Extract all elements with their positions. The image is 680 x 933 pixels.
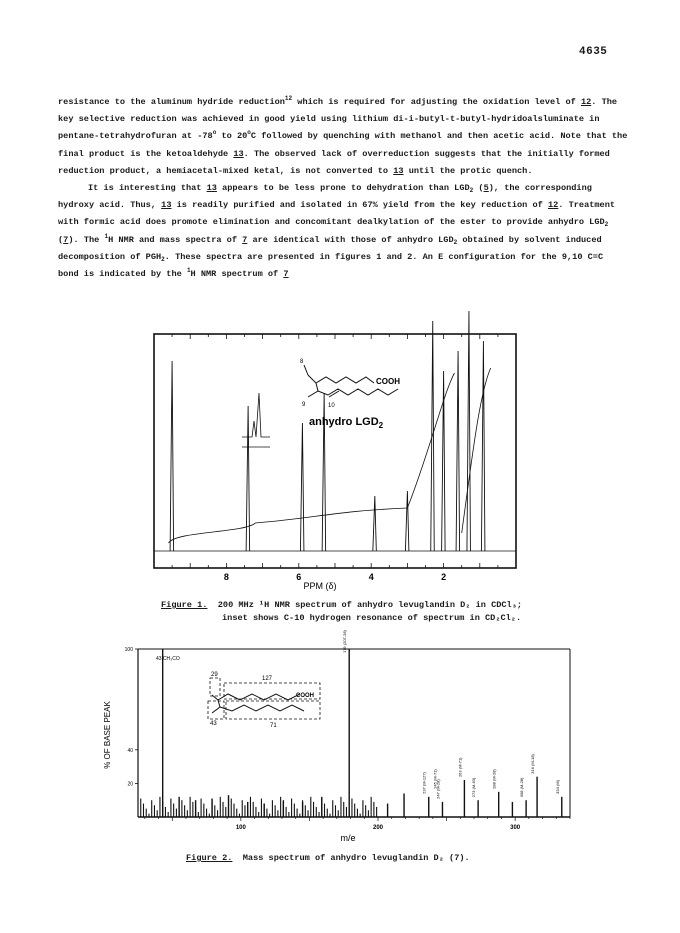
text-run: . The key selective reduction was achieved in good yield using lithium di-i-butyl-t-butyl-hydridoalsluminate in pentane-tetrahydrofuran at -78 (58, 97, 618, 142)
text-run: appears to be less prone to dehydration than LGD (216, 183, 470, 194)
text-run: H NMR and mass spectra of (108, 234, 243, 245)
frag-29: 29 (211, 672, 218, 678)
x-axis-label: PPM (δ) (303, 581, 337, 591)
nmr-peak (405, 491, 409, 551)
nmr-x-tick-label: 4 (368, 572, 374, 582)
text-run: ( (58, 234, 64, 245)
paragraph-1 (58, 94, 628, 180)
text-run: 13 (393, 165, 404, 176)
ms-y-tick-label: 20 (127, 781, 133, 788)
text-run: ), the corresponding hydroxy acid. Thus, (58, 183, 592, 211)
text-run: 13 (206, 183, 217, 194)
text-run: C followed by quenching with methanol and then acetic acid. Note that the final product is the ketoaldehyde (58, 131, 628, 159)
nmr-plot (146, 333, 526, 595)
figure-1-nmr-spectrum (146, 333, 526, 595)
text-run: 7 (242, 234, 248, 245)
text-run: 2 (161, 255, 165, 263)
text-run: ( (473, 183, 484, 194)
text-run: 1 (186, 267, 191, 275)
text-run: 12 (284, 95, 293, 102)
text-run: resistance to the aluminum hydride reduction (58, 97, 285, 107)
nmr-inset (242, 393, 270, 447)
text-run: 13 (233, 148, 244, 159)
text-run: is readily purified and isolated in 67% yield from the key reduction of (171, 200, 548, 211)
atom-label-10: 10 (328, 403, 335, 409)
ms-y-tick-label: 100 (124, 647, 133, 653)
base-peak-note: 43 CH₃CO (156, 656, 180, 662)
atom-label-9: 9 (302, 402, 306, 408)
ms-x-tick-label: 300 (510, 825, 521, 831)
nmr-peak (467, 311, 471, 551)
nmr-x-tick-label: 6 (296, 572, 302, 582)
nmr-x-tick-label: 2 (441, 572, 447, 582)
nmr-peak (300, 423, 304, 551)
ms-peak-label: 288 (M-28) (491, 769, 497, 789)
figure-1-caption-line2: inset shows C-10 hydrogen resonance of spectrum in CD₂Cl₂. (222, 613, 522, 623)
ms-peak-label: 237 (M-127) (421, 772, 427, 794)
text-run: 5 (483, 183, 489, 194)
text-run: 7 (283, 269, 289, 280)
text-run: 2 (604, 221, 609, 229)
text-run: to 20 (216, 131, 248, 142)
ms-peak-label: 247 (M-28) (435, 779, 441, 799)
compound-label: anhydro $LGD_2$ (309, 416, 384, 430)
y-axis-label: % OF BASE PEAK (103, 701, 112, 769)
ms-peak-label: 245 (M-71) (432, 769, 438, 789)
text-run: 1 (104, 232, 109, 240)
text-run: 2 (469, 187, 474, 195)
paragraph-2 (58, 180, 628, 283)
figure-2-label: Figure 2. (186, 853, 233, 863)
ms-peak-label: 308 (M-28) (519, 777, 525, 798)
figure-1-caption (161, 599, 641, 625)
nmr-x-tick-label: 8 (223, 572, 229, 582)
nmr-peak (246, 406, 250, 551)
figure-1-label: Figure 1. (161, 600, 208, 610)
ms-peak-label: 316 (M-18) (530, 754, 536, 774)
text-run: 12 (547, 200, 559, 211)
ms-peak-label: 273 (M-63) (471, 777, 477, 798)
text-run: obtained by solvent induced decomposition of PGH (58, 234, 602, 262)
text-run: H NMR spectrum of (190, 269, 284, 280)
ms-plot (100, 630, 580, 845)
ms-y-tick-label: 40 (127, 747, 133, 754)
x-axis-label-ms: m/e (340, 833, 356, 843)
figure-2-caption-text: Mass spectrum of anhydro levuglandin D₂ (7). (242, 853, 470, 863)
text-run: until the protic quench. (403, 165, 533, 176)
nmr-peak (456, 351, 460, 551)
nmr-peak (481, 341, 485, 551)
cooh-label: COOH (376, 377, 400, 386)
text-run: . Treatment with formic acid does promote elimination and concomitant dealkylation of the ester to provide anhydro LGD (58, 200, 616, 228)
atom-label-8: 8 (300, 359, 304, 365)
text-run: which is required for adjusting the oxidation level of (292, 97, 581, 107)
text-run: are identical with those of anhydro LGD (247, 234, 454, 245)
text-run: It is interesting that (88, 183, 207, 194)
ms-cooh-label: COOH (296, 693, 314, 699)
frag-127: 127 (262, 676, 273, 682)
text-run: 12 (580, 97, 592, 107)
frag-71: 71 (270, 723, 277, 729)
text-run: o (212, 129, 217, 137)
figure-2-caption (186, 852, 586, 865)
nmr-integral-trace (462, 368, 491, 533)
text-run: 13 (161, 200, 172, 211)
nmr-peak (373, 496, 377, 551)
page-number: 4635 (579, 46, 608, 58)
nmr-peak (170, 361, 174, 551)
ms-peak-label: 263 (M-71) (457, 757, 463, 778)
text-run: 2 (453, 238, 458, 246)
text-run: . These spectra are presented in figures 1 and 2. An E configuration for the 9,10 C=C bond is indicated by the (58, 251, 604, 280)
ms-peak-label: 179 (207-28) (342, 630, 348, 653)
text-run: . The observed lack of overreduction suggests that the initially formed reduction product, a hemiacetal-mixed ketal, is not converted to (58, 148, 610, 176)
text-run: o (247, 129, 251, 137)
ms-peak-label: 334 (M) (554, 780, 560, 794)
body-text (58, 94, 628, 283)
ms-x-tick-label: 200 (372, 825, 384, 831)
text-run: ). The (68, 234, 105, 245)
text-run: 7 (63, 234, 69, 245)
figure-2-mass-spectrum (100, 630, 580, 845)
figure-1-caption-line1: 200 MHz ¹H NMR spectrum of anhydro levuglandin D₂ in CDCl₃; (217, 600, 523, 610)
ms-x-tick-label: 100 (235, 825, 246, 831)
frag-43: 43 (210, 721, 217, 727)
nmr-integral-trace (168, 373, 454, 543)
